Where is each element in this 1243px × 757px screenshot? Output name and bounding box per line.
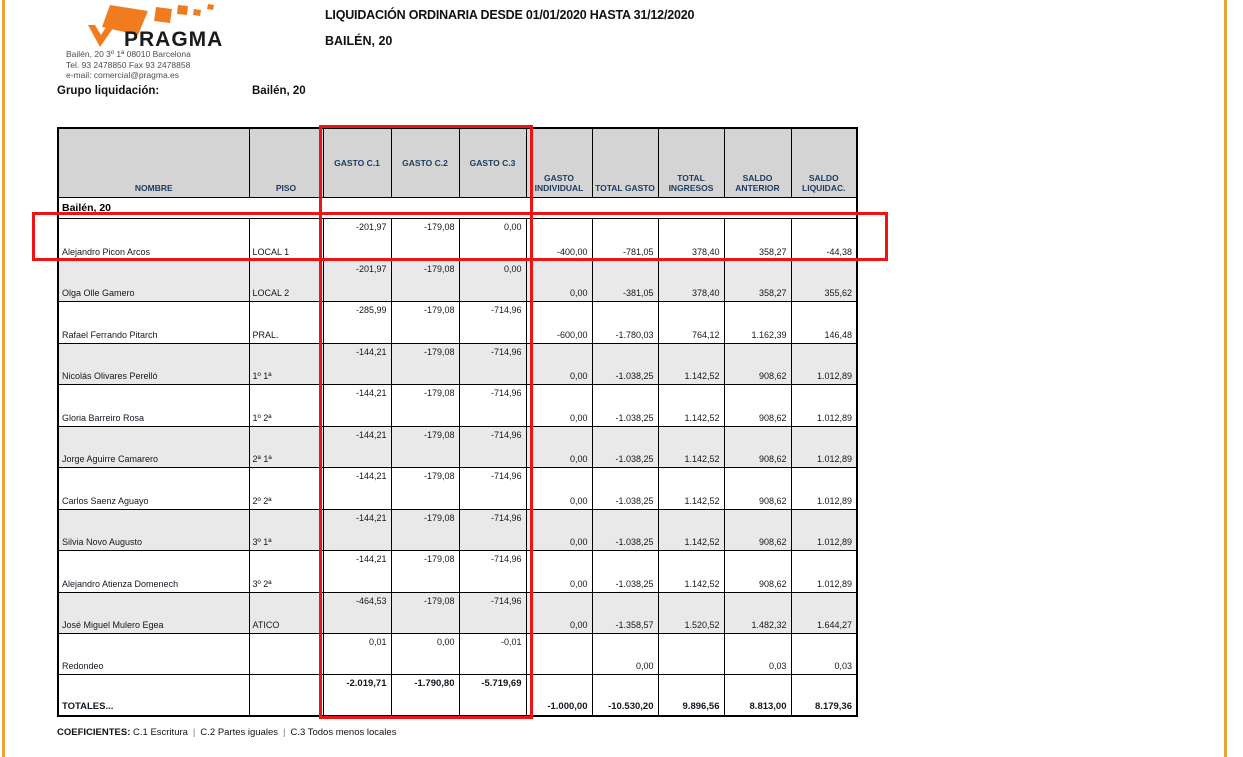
cell-total-ingresos: 378,40 bbox=[691, 246, 720, 257]
cell-saldo-anterior: 908,62 bbox=[758, 578, 787, 589]
cell-c2: -179,08 bbox=[423, 263, 455, 274]
cell-saldo-liquidac: 0,03 bbox=[834, 661, 852, 671]
cell-total-gasto: -1.358,57 bbox=[615, 620, 654, 630]
cell-c2: -179,08 bbox=[423, 554, 455, 564]
cell-c1: -144,21 bbox=[355, 512, 387, 523]
cell-total-ingresos: 1.142,52 bbox=[684, 371, 720, 381]
coefficient-item: C.2 Partes iguales bbox=[200, 727, 279, 738]
cell-c1: -285,99 bbox=[355, 305, 387, 315]
separator: | bbox=[283, 727, 286, 738]
cell-c1: -144,21 bbox=[355, 346, 387, 357]
cell-piso: 3º 1ª bbox=[252, 537, 272, 547]
cell-c3: -714,96 bbox=[490, 305, 522, 315]
cell-c3: -714,96 bbox=[490, 554, 522, 564]
cell-saldo-liquidac: 1.012,89 bbox=[816, 578, 852, 589]
cell-name: Nicolás Olivares Perelló bbox=[62, 371, 158, 381]
table-row bbox=[58, 385, 857, 427]
cell-piso: LOCAL 1 bbox=[252, 246, 290, 257]
cell-saldo-liquidac: -44,38 bbox=[826, 246, 852, 257]
company-address bbox=[66, 49, 191, 81]
cell-c1: 0,01 bbox=[368, 637, 387, 647]
cell-c2: 0,00 bbox=[436, 637, 455, 647]
cell-name: Alejandro Atienza Domenech bbox=[62, 578, 179, 589]
cell-saldo-anterior: 908,62 bbox=[758, 495, 787, 506]
cell-individual: 0,00 bbox=[569, 537, 588, 547]
cell-saldo-anterior: 0,03 bbox=[768, 661, 787, 671]
cell-name: Olga Olle Gamero bbox=[62, 288, 135, 298]
cell-name: José Miguel Mulero Egea bbox=[62, 620, 164, 630]
cell-c2: -179,08 bbox=[423, 429, 455, 440]
table-row bbox=[58, 509, 857, 551]
cell-piso: ATICO bbox=[252, 620, 280, 630]
cell-c1: -201,97 bbox=[355, 222, 387, 232]
cell-individual: 0,00 bbox=[569, 371, 588, 381]
col-header-piso: PISO bbox=[249, 128, 323, 198]
cell-individual: 0,00 bbox=[569, 288, 588, 298]
col-header-saldo-anterior: SALDO ANTERIOR bbox=[724, 128, 791, 198]
table-row bbox=[58, 592, 857, 634]
cell-c3: -714,96 bbox=[490, 471, 522, 481]
cell-piso: PRAL. bbox=[252, 329, 279, 340]
cell-c2: -1.790,80 bbox=[414, 678, 455, 689]
cell-saldo-liquidac: 1.012,89 bbox=[816, 371, 852, 381]
cell-c2: -179,08 bbox=[423, 388, 455, 398]
totals-row bbox=[58, 675, 857, 717]
cell-c3: -714,96 bbox=[490, 595, 522, 606]
cell-total-ingresos: 1.142,52 bbox=[684, 495, 720, 506]
cell-saldo-liquidac: 1.012,89 bbox=[816, 537, 852, 547]
cell-c1: -464,53 bbox=[355, 595, 387, 606]
cell-total-gasto: -381,05 bbox=[622, 288, 654, 298]
page-left-border bbox=[2, 0, 5, 757]
cell-saldo-anterior: 908,62 bbox=[758, 537, 787, 547]
cell-saldo-liquidac: 1.644,27 bbox=[816, 620, 852, 630]
cell-total-gasto: 0,00 bbox=[635, 661, 654, 671]
col-header-gasto-individual: GASTO INDIVIDUAL bbox=[526, 128, 592, 198]
cell-total-ingresos: 1.520,52 bbox=[684, 620, 720, 630]
cell-total-ingresos: 1.142,52 bbox=[684, 454, 720, 464]
cell-individual: -1.000,00 bbox=[547, 701, 588, 712]
cell-individual: -600,00 bbox=[556, 329, 588, 340]
table-row bbox=[58, 468, 857, 510]
table-row bbox=[58, 260, 857, 302]
cell-total-ingresos: 9.896,56 bbox=[682, 701, 720, 712]
cell-c3: -714,96 bbox=[490, 429, 522, 440]
cell-name: Carlos Saenz Aguayo bbox=[62, 495, 149, 506]
cell-c1: -144,21 bbox=[355, 429, 387, 440]
col-header-gasto-c1: GASTO C.1 bbox=[323, 128, 391, 198]
cell-total-ingresos: 1.142,52 bbox=[684, 537, 720, 547]
coefficient-item: C.3 Todos menos locales bbox=[290, 727, 397, 738]
cell-name: TOTALES... bbox=[62, 701, 114, 712]
cell-c2: -179,08 bbox=[423, 222, 455, 232]
coefficients-label: COEFICIENTES: bbox=[57, 727, 131, 738]
cell-c2: -179,08 bbox=[423, 512, 455, 523]
table-header-row bbox=[58, 128, 857, 198]
cell-saldo-liquidac: 1.012,89 bbox=[816, 412, 852, 423]
cell-individual: 0,00 bbox=[569, 578, 588, 589]
address-line: e-mail: comercial@pragma.es bbox=[66, 70, 180, 80]
cell-individual: 0,00 bbox=[569, 412, 588, 423]
cell-saldo-anterior: 358,27 bbox=[758, 246, 787, 257]
address-line: Tel. 93 2478850 Fax 93 2478858 bbox=[66, 59, 191, 70]
cell-piso: 3º 2ª bbox=[252, 578, 272, 589]
cell-individual: 0,00 bbox=[569, 495, 588, 506]
cell-piso: 1º 1ª bbox=[252, 371, 272, 381]
group-row bbox=[58, 198, 857, 219]
cell-c3: -0,01 bbox=[500, 637, 522, 647]
pragma-logo-icon bbox=[60, 3, 240, 51]
separator: | bbox=[192, 727, 196, 738]
report-subtitle: BAILÉN, 20 bbox=[325, 34, 393, 48]
coefficients-legend bbox=[57, 727, 396, 738]
cell-piso: 2ª 1ª bbox=[252, 454, 272, 464]
cell-total-gasto: -1.038,25 bbox=[615, 371, 654, 381]
cell-c3: -5.719,69 bbox=[481, 678, 522, 689]
cell-total-gasto: -10.530,20 bbox=[608, 701, 654, 712]
table-row bbox=[58, 302, 857, 344]
cell-saldo-anterior: 1.162,39 bbox=[751, 329, 787, 340]
cell-c1: -2.019,71 bbox=[346, 678, 387, 689]
cell-name: Alejandro Picon Arcos bbox=[62, 246, 151, 257]
cell-c2: -179,08 bbox=[423, 471, 455, 481]
col-header-total-gasto: TOTAL GASTO bbox=[592, 128, 658, 198]
cell-individual: -400,00 bbox=[556, 246, 588, 257]
cell-name: Rafael Ferrando Pitarch bbox=[62, 329, 158, 340]
liquidation-group-label: Grupo liquidación: bbox=[57, 85, 160, 97]
cell-saldo-liquidac: 8.179,36 bbox=[815, 701, 852, 712]
cell-c3: -714,96 bbox=[490, 512, 522, 523]
cell-name: Redondeo bbox=[62, 661, 104, 671]
col-header-gasto-c2: GASTO C.2 bbox=[391, 128, 459, 198]
cell-total-gasto: -1.038,25 bbox=[615, 412, 654, 423]
cell-total-gasto: -1.038,25 bbox=[615, 495, 654, 506]
cell-saldo-anterior: 908,62 bbox=[758, 454, 787, 464]
cell-total-ingresos: 764,12 bbox=[691, 329, 720, 340]
cell-total-ingresos: 1.142,52 bbox=[684, 412, 720, 423]
cell-c3: -714,96 bbox=[490, 388, 522, 398]
cell-individual: 0,00 bbox=[569, 454, 588, 464]
liquidation-group-value: Bailén, 20 bbox=[252, 85, 306, 97]
cell-saldo-liquidac: 355,62 bbox=[824, 288, 852, 298]
col-header-nombre: NOMBRE bbox=[58, 128, 249, 198]
cell-c1: -144,21 bbox=[355, 471, 387, 481]
cell-saldo-anterior: 908,62 bbox=[758, 412, 787, 423]
table-body bbox=[58, 198, 857, 717]
cell-c1: -144,21 bbox=[355, 388, 387, 398]
cell-c2: -179,08 bbox=[423, 595, 455, 606]
col-header-saldo-liquidac: SALDO LIQUIDAC. bbox=[791, 128, 857, 198]
cell-saldo-anterior: 8.813,00 bbox=[749, 701, 787, 712]
cell-total-gasto: -1.038,25 bbox=[615, 454, 654, 464]
cell-saldo-anterior: 358,27 bbox=[758, 288, 787, 298]
cell-name: Jorge Aguirre Camarero bbox=[62, 454, 159, 464]
logo-brand-text: PRAGMA bbox=[124, 28, 224, 51]
cell-total-gasto: -1.038,25 bbox=[615, 578, 654, 589]
table-row bbox=[58, 634, 857, 675]
col-header-total-ingresos: TOTAL INGRESOS bbox=[658, 128, 724, 198]
liquidation-table bbox=[57, 127, 858, 717]
col-header-gasto-c3: GASTO C.3 bbox=[459, 128, 526, 198]
cell-individual: 0,00 bbox=[569, 620, 588, 630]
cell-saldo-liquidac: 1.012,89 bbox=[816, 495, 852, 506]
cell-saldo-anterior: 1.482,32 bbox=[751, 620, 787, 630]
cell-name: Gloria Barreiro Rosa bbox=[62, 412, 145, 423]
cell-c3: 0,00 bbox=[503, 222, 522, 232]
report-title: LIQUIDACIÓN ORDINARIA DESDE 01/01/2020 HASTA 31/12/2020 bbox=[325, 8, 695, 22]
page-right-border bbox=[1224, 0, 1227, 757]
cell-piso: 1º 2ª bbox=[252, 412, 272, 423]
cell-c2: -179,08 bbox=[423, 346, 455, 357]
cell-c3: -714,96 bbox=[490, 346, 522, 357]
cell-c1: -201,97 bbox=[355, 263, 387, 274]
table-row bbox=[58, 426, 857, 468]
cell-total-ingresos: 378,40 bbox=[691, 288, 720, 298]
cell-saldo-anterior: 908,62 bbox=[758, 371, 787, 381]
coefficient-item: C.1 Escritura bbox=[133, 727, 188, 738]
cell-total-gasto: -1.780,03 bbox=[615, 329, 654, 340]
cell-total-gasto: -781,05 bbox=[622, 246, 654, 257]
cell-name: Silvia Novo Augusto bbox=[62, 537, 143, 547]
cell-total-gasto: -1.038,25 bbox=[615, 537, 654, 547]
cell-saldo-liquidac: 1.012,89 bbox=[816, 454, 852, 464]
cell-c2: -179,08 bbox=[423, 305, 455, 315]
table-row bbox=[58, 551, 857, 593]
cell-total-ingresos: 1.142,52 bbox=[684, 578, 720, 589]
group-row-label: Bailén, 20 bbox=[58, 198, 857, 219]
cell-c1: -144,21 bbox=[355, 554, 387, 564]
table-row bbox=[58, 343, 857, 385]
address-line: Bailén, 20 3º 1ª 08010 Barcelona bbox=[66, 49, 191, 59]
cell-saldo-liquidac: 146,48 bbox=[824, 329, 852, 340]
cell-piso: LOCAL 2 bbox=[252, 288, 290, 298]
cell-piso: 2º 2ª bbox=[252, 495, 272, 506]
table-row bbox=[58, 219, 857, 261]
cell-c3: 0,00 bbox=[503, 263, 522, 274]
